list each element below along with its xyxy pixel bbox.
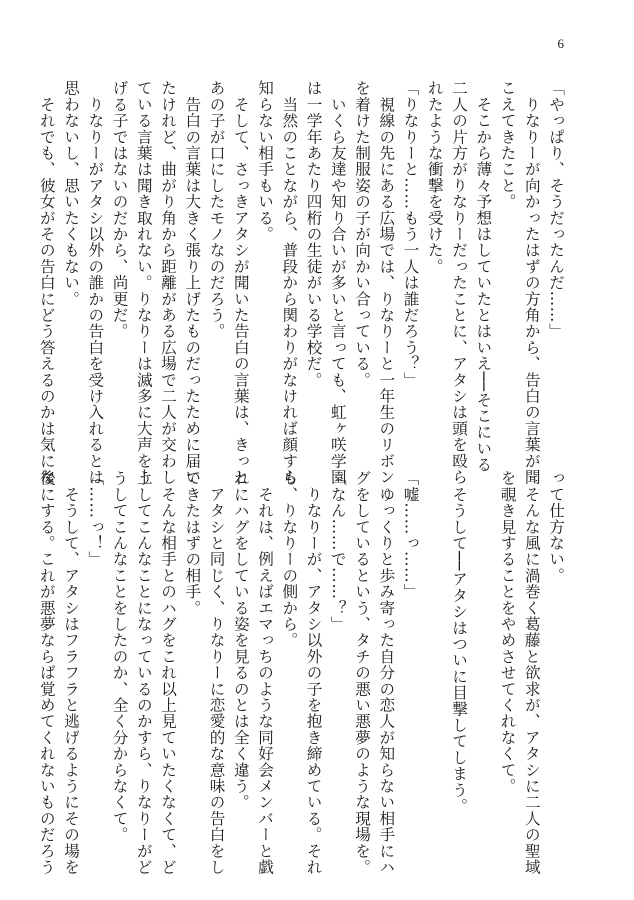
- text-column-bottom: って仕方ない。 そんな風に渦巻く葛藤と欲求が、アタシに二人の聖域 を覗き見することをやめさせてくれなくて。 そうして──アタシはついに目撃してしまう。 「嘘……っ……」 ゆっくりと歩み寄った自分の恋人が知らない相手にハ グをしているという、タチの悪い悪夢のような現場を。 「なん……で……？」 りなりーが、アタシ以外の子を抱き締めている。それ も、りなりーの側から。 それは、例えばエマっちのような同好会メンバーと戯 れにハグをしている姿を見るのとは全く違う。 アタシと同じく、りなりーに恋愛的な意味の告白をし てきたはずの相手。 そんな相手とのハグをこれ以上見ていたくなくて、ど うしてこんなことになっているのかすら、りなりーがど うしてこんなことをしたのか、全く分からなくて。 「……っ！」 そうして、アタシはフラフラと逃げるようにその場を 後にする。これが悪夢ならば覚めてくれないものだろう: [37, 470, 565, 875]
- page-number: 6: [557, 36, 564, 51]
- text-column-top: 「やっぱり、そうだったんだ……」 りなりーが向かったはずの方角から、告白の言葉が聞 こえてきたこと。 そこから薄々予想はしていたとはいえ──そこにいる 二人の片方がりなりーだったことに、アタシは頭を殴ら れたような衝撃を受けた。 「りなりーと……もう一人は誰だろう？」 視線の先にある広場では、りなりーと一年生のリボン を着けた制服姿の子が向かい合っている。 いくら友達や知り合いが多いと言っても、虹ヶ咲学園 は一学年あたり四桁の生徒がいる学校だ。 当然のことながら、普段から関わりがなければ顔すら 知らない相手もいる。 そして、さっきアタシが聞いた告白の言葉は、きっと あの子が口にしたモノなのだろう。 告白の言葉は大きく張り上げたものだったために届い たけれど、曲がり角から距離がある広場で二人が交わし ている言葉は聞き取れない。りなりーは滅多に大声を上 げる子ではないのだから、尚更だ。 りなりーがアタシ以外の誰かの告白を受け入れるとは 思わないし、思いたくもない。 それでも、彼女がその告白にどう答えるのかは気にな: [37, 80, 565, 485]
